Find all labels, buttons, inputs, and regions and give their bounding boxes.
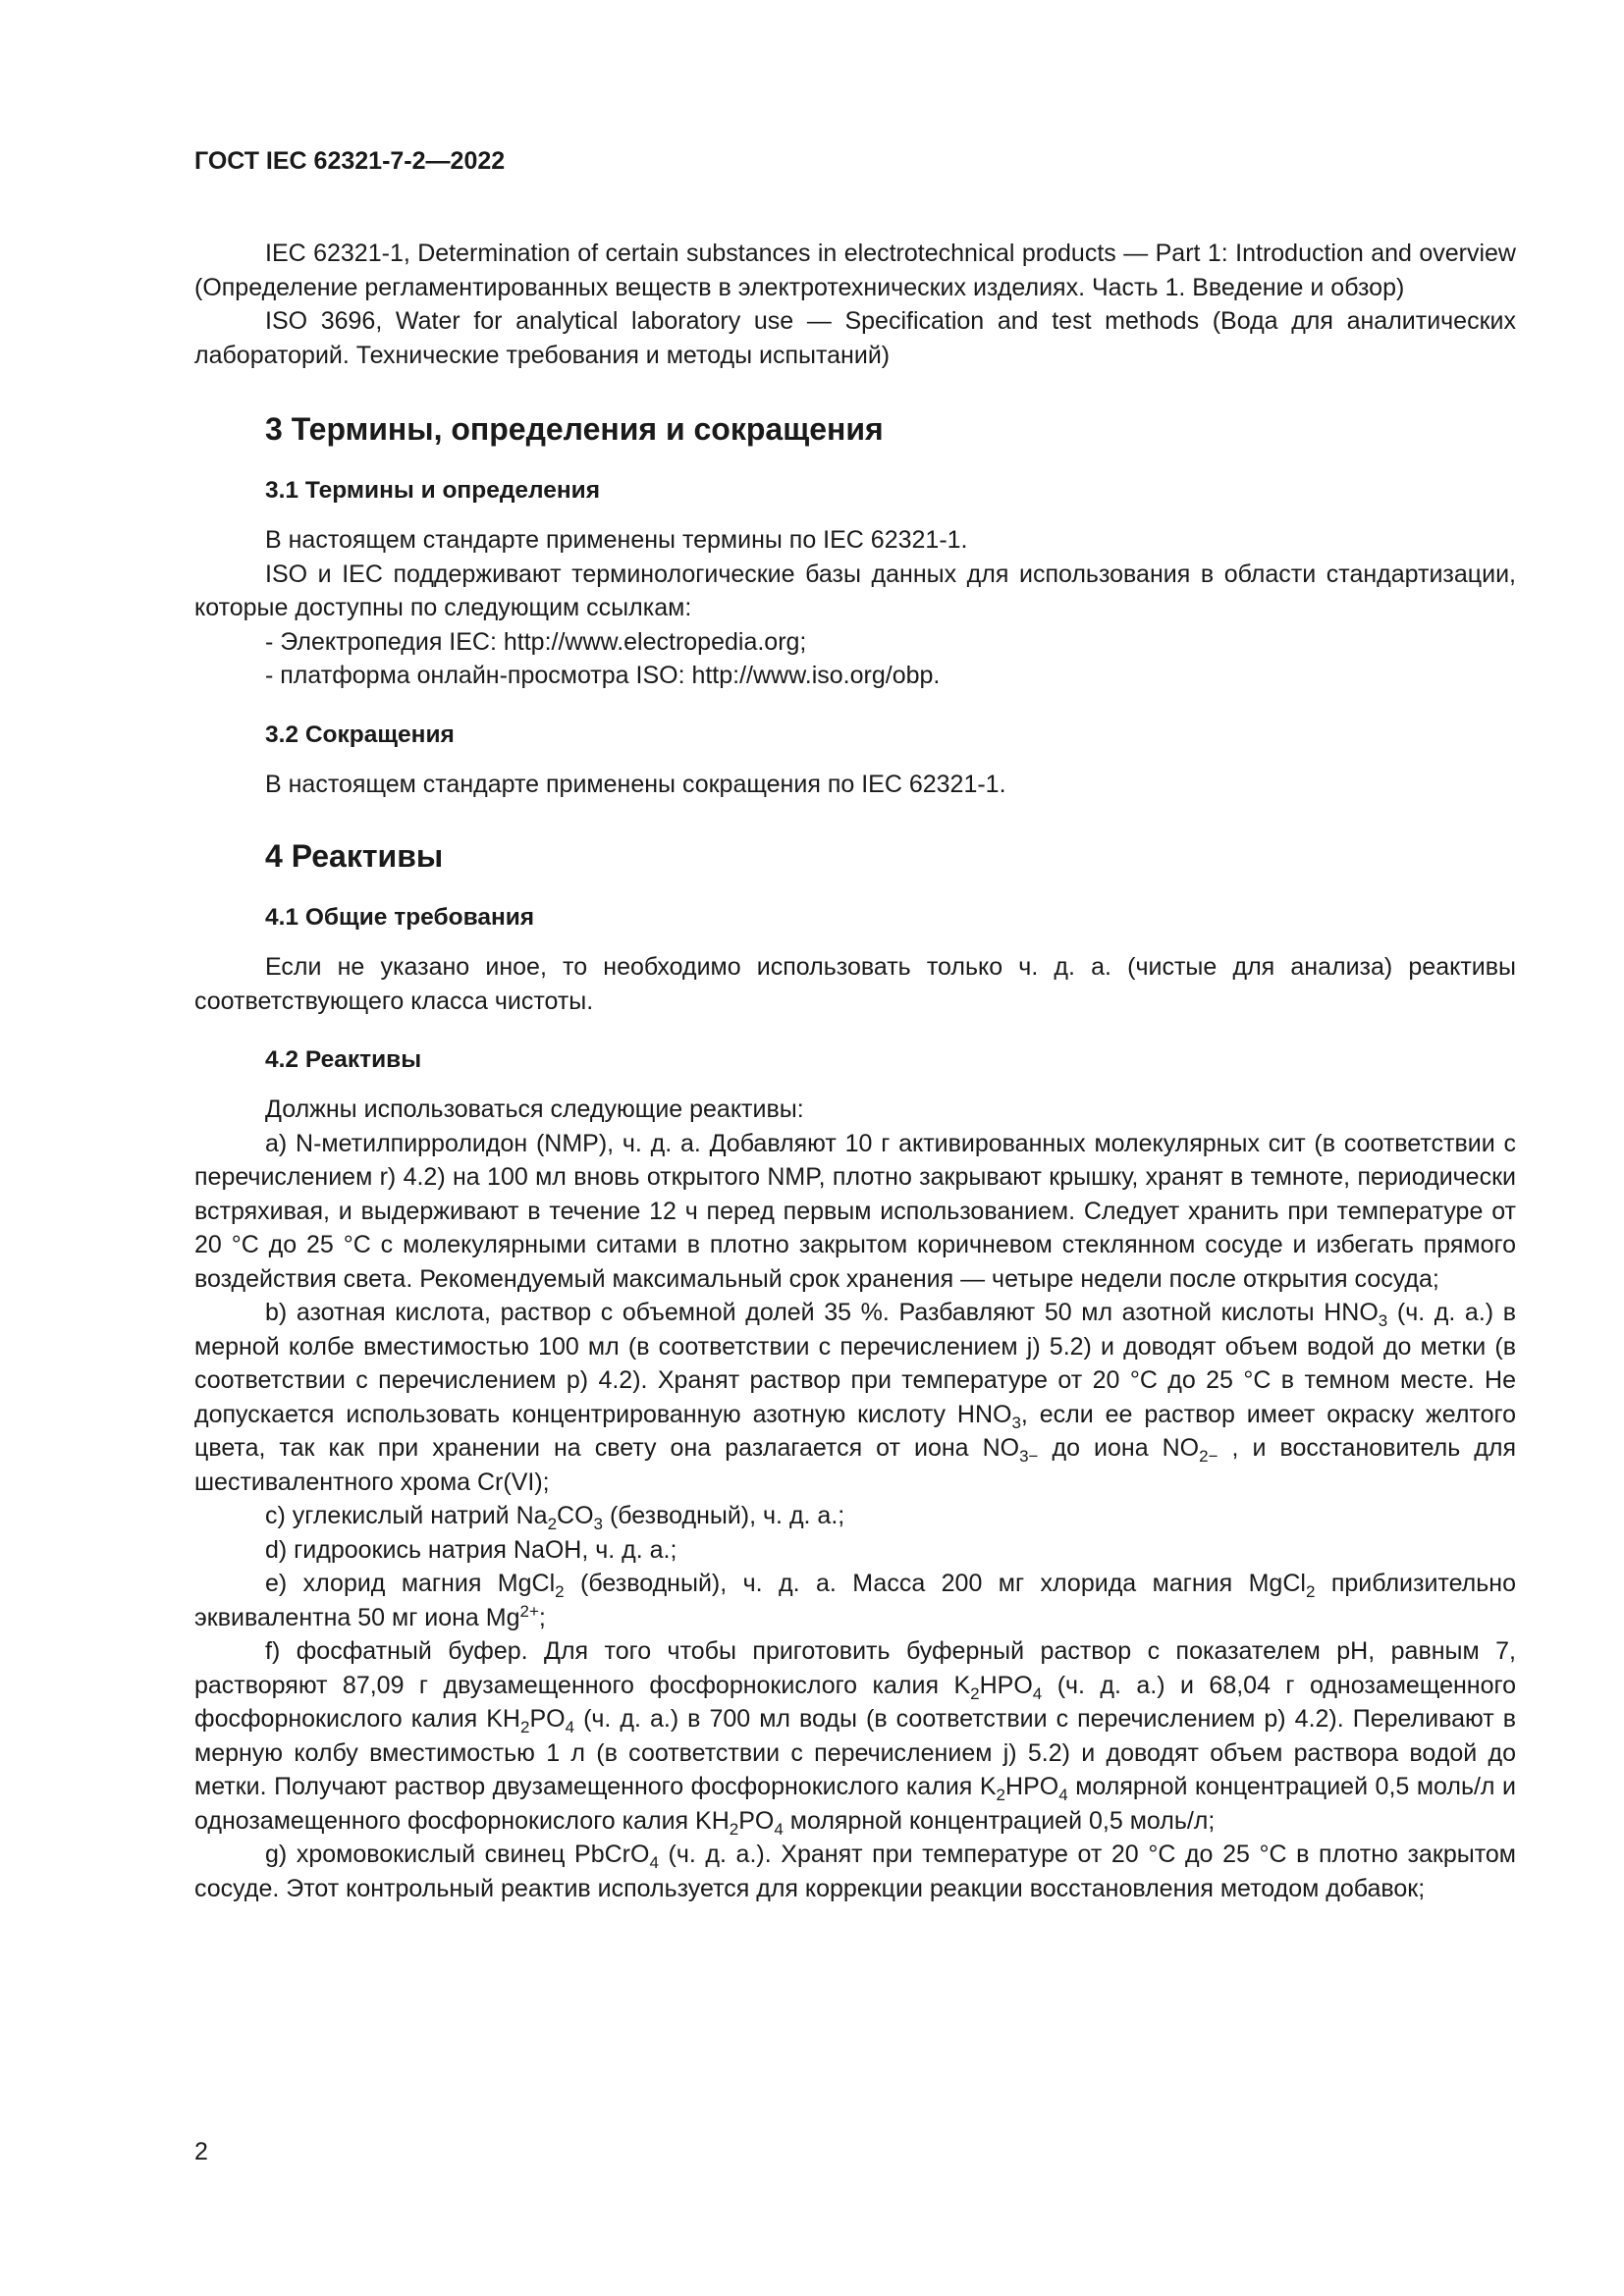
reagent-item-e: e) хлорид магния MgCl$_2$ (безводный), ч. д. а. Масса 200 мг хлорида магния MgCl$_2$ приблизительно эквивалентна 50 мг иона $Mg^{2+}$; (194, 1570, 1516, 1631)
section-3-1-paragraph: В настоящем стандарте применены термины по IEC 62321-1. (265, 526, 968, 554)
section-4-title: 4 Реактивы (265, 838, 444, 874)
section-3-title: 3 Термины, определения и сокращения (265, 411, 884, 447)
reagent-item-g: g) хромовокислый свинец PbCrO$_4$ (ч. д. а.). Хранят при температуре от 20 °C до 25 °C в плотно закрытом сосуде. Этот контрольный реактив используется для коррекции реакции восстановления методом добавок; (194, 1841, 1516, 1902)
reagent-item-f: f) фосфатный буфер. Для того чтобы приготовить буферный раствор с показателем pH, равным 7, растворяют 87,09 г двузамещенного фосфорнокислого калия $K_2HPO_4$ (ч. д. а.) и 68,04 г однозамещенного фосфорнокислого калия $KH_2PO_4$ (ч. д. а.) в 700 мл воды (в соответствии с перечислением p) 4.2). Переливают в мерную колбу вместимостью 1 л (в соответствии с перечислением j) 5.2) и доводят объем раствора водой до метки. Получают раствор двузамещенного фосфорнокислого калия $K_2HPO_4$ молярной концентрацией 0,5 моль/л и однозамещенного фосфорнокислого калия $KH_2PO_4$ молярной концентрацией 0,5 моль/л; (194, 1637, 1516, 1839)
iso-obp-link-item: - платформа онлайн-просмотра ISO: http://www.iso.org/obp. (265, 662, 941, 689)
section-4-1-paragraph: Если не указано иное, то необходимо использовать только ч. д. а. (чистые для анализа) реактивы соответствующего класса чистоты. (194, 953, 1516, 1015)
section-4-2-title: 4.2 Реактивы (265, 1046, 422, 1073)
section-3-1-title: 3.1 Термины и определения (265, 477, 601, 504)
electropedia-link-item: - Электропедия IEC: http://www.electropedia.org; (265, 627, 807, 656)
document-page (194, 147, 1516, 1905)
reagent-item-d: d) гидроокись натрия NaOH, ч. д. а.; (265, 1535, 677, 1564)
section-3-2-title: 3.2 Сокращения (265, 721, 455, 748)
reference-iso-3696: ISO 3696, Water for analytical laboratory use — Specification and test methods (Вода для аналитических лабораторий. Технические требования и методы испытаний) (194, 307, 1516, 369)
section-3-2-paragraph: В настоящем стандарте применены сокращения по IEC 62321-1. (265, 770, 1006, 798)
reagent-item-c: c) углекислый натрий $Na_2CO_3$ (безводный), ч. д. а.; (265, 1502, 845, 1533)
reagents-intro: Должны использоваться следующие реактивы: (265, 1095, 804, 1123)
page-number: 2 (194, 2138, 208, 2165)
reference-iec-62321-1: IEC 62321-1, Determination of certain substances in electrotechnical products — Part 1: Introduction and overview (Определение регламентированных веществ в электротехнических изделиях. Часть 1. Введение и обзор) (194, 240, 1516, 301)
section-4-1-title: 4.1 Общие требования (265, 904, 535, 931)
document-header-title: ГОСТ IEC 62321-7-2—2022 (194, 147, 506, 175)
reagent-item-a: a) N-метилпирролидон (NMP), ч. д. а. Добавляют 10 г активированных молекулярных сит (в соответствии с перечислением r) 4.2) на 100 мл вновь открытого NMP, плотно закрывают крышку, хранят в темноте, периодически встряхивая, и выдерживают в течение 12 ч перед первым использованием. Следует хранить при температуре от 20 °C до 25 °C с молекулярными ситами в плотно закрытом коричневом стеклянном сосуде и избегать прямого воздействия света. Рекомендуемый максимальный срок хранения — четыре недели после открытия сосуда; (194, 1129, 1516, 1293)
reagent-item-b: b) азотная кислота, раствор с объемной долей 35 %. Разбавляют 50 мл азотной кислоты $HNO_3$ (ч. д. а.) в мерной колбе вместимостью 100 мл (в соответствии с перечислением j) 5.2) и доводят объем водой до метки (в соответствии с перечислением p) 4.2). Хранят раствор при температуре от 20 °C до 25 °C в темном месте. Не допускается использовать концентрированную азотную кислоту $HNO_3$, если ее раствор имеет окраску желтого цвета, так как при хранении на свету она разлагается от иона $NO_{3-}$ до иона $NO_{2-}$ , и восстановитель для шестивалентного хрома Cr(VI); (194, 1299, 1517, 1496)
section-3-1-paragraph: ISO и IEC поддерживают терминологические базы данных для использования в области стандартизации, которые доступны по следующим ссылкам: (194, 560, 1516, 621)
